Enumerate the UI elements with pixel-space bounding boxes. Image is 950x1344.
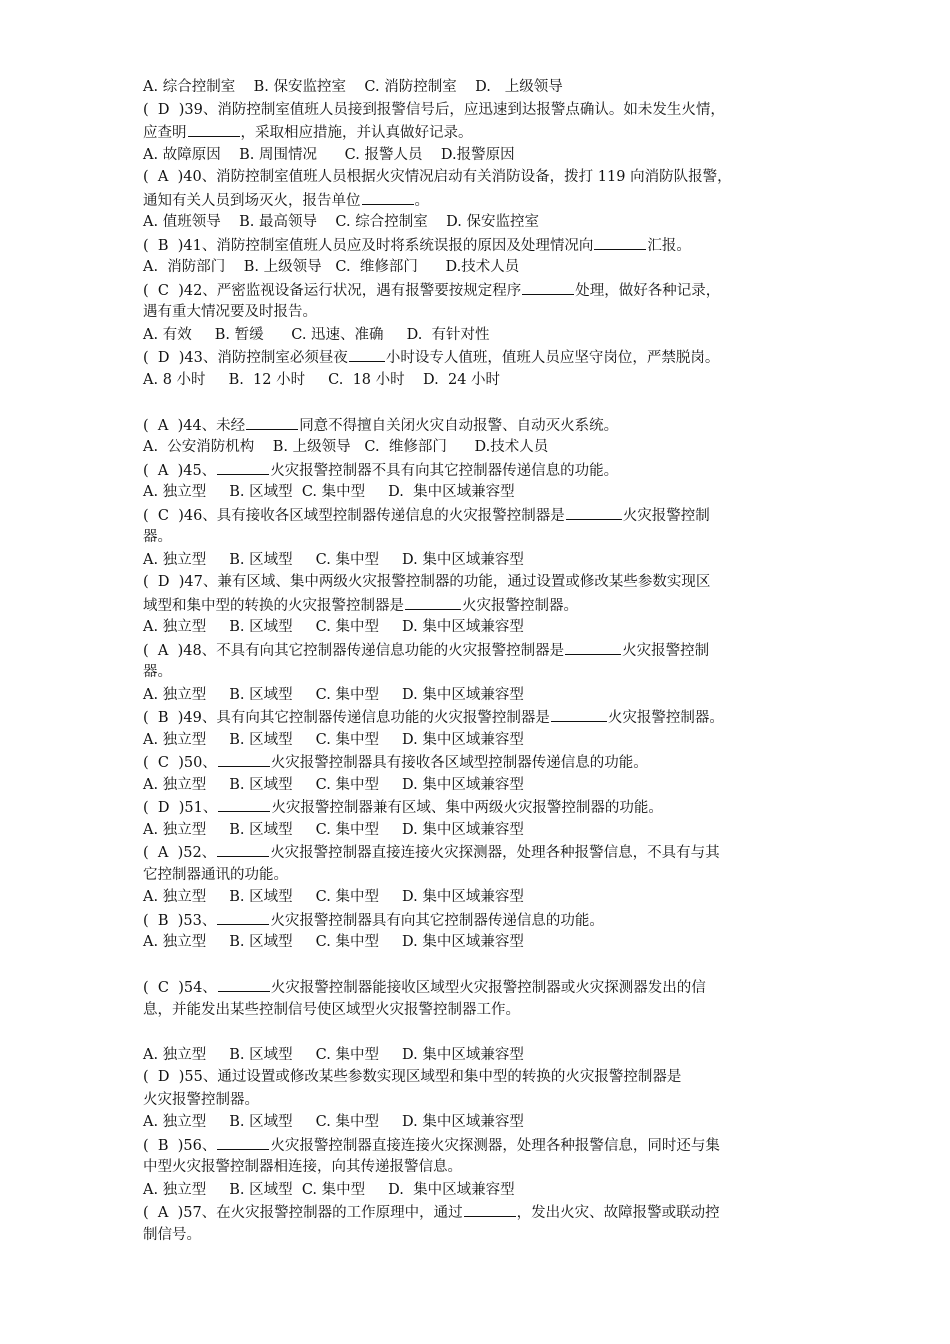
answer-blank xyxy=(551,706,607,722)
question-56-cont: 中型火灾报警控制器相连接，向其传递报警信息。 xyxy=(143,1159,462,1175)
question-48-cont: 器。 xyxy=(143,664,172,680)
option-line: A. 独立型 B. 区域型 C. 集中型 D. 集中区域兼容型 xyxy=(143,484,515,500)
option-line: A. 值班领导 B. 最高领导 C. 综合控制室 D. 保安监控室 xyxy=(143,214,539,230)
question-55-cont: 火灾报警控制器。 xyxy=(143,1091,259,1108)
question-40: ( A )40、消防控制室值班人员根据火灾情况启动有关消防设备，拨打 119 向消防队报警， xyxy=(143,169,732,185)
question-54: ( C )54、 火灾报警控制器能接收区域型火灾报警控制器或火灾探测器发出的信 xyxy=(143,976,815,999)
question-42: ( C )42、严密监视设备运行状况，遇有报警要按规定程序 处理，做好各种记录， xyxy=(143,279,815,302)
question-41: ( B )41、消防控制室值班人员应及时将系统误报的原因及处理情况向 汇报。 xyxy=(143,234,815,257)
answer-blank xyxy=(594,234,646,250)
answer-blank xyxy=(217,841,269,857)
option-line: A. 独立型 B. 区域型 C. 集中型 D. 集中区域兼容型 xyxy=(143,1046,524,1063)
question-53: ( B )53、 火灾报警控制器具有向其它控制器传递信息的功能。 xyxy=(143,909,815,932)
option-line: A. 综合控制室 B. 保安监控室 C. 消防控制室 D. 上级领导 xyxy=(143,79,563,95)
answer-blank xyxy=(218,976,270,992)
question-52-cont: 它控制器通讯的功能。 xyxy=(143,866,288,883)
answer-blank xyxy=(217,909,269,925)
option-line: A. 独立型 B. 区域型 C. 集中型 D. 集中区域兼容型 xyxy=(143,1114,524,1130)
question-46-cont: 器。 xyxy=(143,529,172,545)
answer-blank xyxy=(405,594,461,610)
answer-blank xyxy=(362,189,414,205)
question-54-cont: 息，并能发出某些控制信号使区域型火灾报警控制器工作。 xyxy=(143,1001,520,1018)
answer-blank xyxy=(566,504,622,520)
option-line: A. 独立型 B. 区域型 C. 集中型 D. 集中区域兼容型 xyxy=(143,686,524,703)
answer-blank xyxy=(188,121,240,137)
question-40-cont: 通知有关人员到场灭火，报告单位 。 xyxy=(143,189,815,212)
question-47: ( D )47、兼有区域、集中两级火灾报警控制器的功能，通过设置或修改某些参数实现区 xyxy=(143,574,711,590)
answer-blank xyxy=(218,751,270,767)
option-line: A. 8 小时 B. 12 小时 C. 18 小时 D. 24 小时 xyxy=(143,371,501,388)
option-line: A. 公安消防机构 B. 上级领导 C. 维修部门 D.技术人员 xyxy=(143,439,549,455)
option-line: A. 有效 B. 暂缓 C. 迅速、准确 D. 有针对性 xyxy=(143,326,490,343)
answer-blank xyxy=(218,796,270,812)
question-45: ( A )45、 火灾报警控制器不具有向其它控制器传递信息的功能。 xyxy=(143,459,815,482)
option-line: A. 消防部门 B. 上级领导 C. 维修部门 D.技术人员 xyxy=(143,259,520,275)
option-line: A. 独立型 B. 区域型 C. 集中型 D. 集中区域兼容型 xyxy=(143,821,524,838)
question-51: ( D )51、 火灾报警控制器兼有区域、集中两级火灾报警控制器的功能。 xyxy=(143,796,815,819)
answer-blank xyxy=(217,459,269,475)
question-44: ( A )44、未经 同意不得擅自关闭火灾自动报警、自动灭火系统。 xyxy=(143,414,815,437)
option-line: A. 独立型 B. 区域型 C. 集中型 D. 集中区域兼容型 xyxy=(143,731,524,748)
question-list xyxy=(143,76,815,1246)
option-line: A. 独立型 B. 区域型 C. 集中型 D. 集中区域兼容型 xyxy=(143,889,524,905)
answer-blank xyxy=(217,1134,269,1150)
spacer xyxy=(143,954,815,977)
spacer xyxy=(143,1021,815,1044)
question-50: ( C )50、 火灾报警控制器具有接收各区域型控制器传递信息的功能。 xyxy=(143,751,815,774)
option-line: A. 独立型 B. 区域型 C. 集中型 D. 集中区域兼容型 xyxy=(143,776,524,793)
question-57: ( A )57、在火灾报警控制器的工作原理中，通过 ，发出火灾、故障报警或联动控 xyxy=(143,1201,815,1224)
question-56: ( B )56、 火灾报警控制器直接连接火灾探测器，处理各种报警信息，同时还与集 xyxy=(143,1134,815,1157)
question-49: ( B )49、具有向其它控制器传递信息功能的火灾报警控制器是 火灾报警控制器。 xyxy=(143,706,815,729)
spacer xyxy=(143,391,815,414)
option-line: A. 故障原因 B. 周围情况 C. 报警人员 D.报警原因 xyxy=(143,146,515,163)
question-43: ( D )43、消防控制室必须昼夜 小时设专人值班，值班人员应坚守岗位，严禁脱岗。 xyxy=(143,346,815,369)
answer-blank xyxy=(565,639,621,655)
option-line: A. 独立型 B. 区域型 C. 集中型 D. 集中区域兼容型 xyxy=(143,551,524,568)
question-52: ( A )52、 火灾报警控制器直接连接火灾探测器，处理各种报警信息，不具有与其 xyxy=(143,841,815,864)
answer-blank xyxy=(522,279,574,295)
option-line: A. 独立型 B. 区域型 C. 集中型 D. 集中区域兼容型 xyxy=(143,934,524,950)
question-48: ( A )48、不具有向其它控制器传递信息功能的火灾报警控制器是 火灾报警控制 xyxy=(143,639,815,662)
option-line: A. 独立型 B. 区域型 C. 集中型 D. 集中区域兼容型 xyxy=(143,1181,515,1198)
question-39-cont: 应查明 ，采取相应措施，并认真做好记录。 xyxy=(143,121,815,144)
question-39: ( D )39、消防控制室值班人员接到报警信号后，应迅速到达报警点确认。如未发生火情， xyxy=(143,101,725,118)
answer-blank xyxy=(246,414,298,430)
question-57-cont: 制信号。 xyxy=(143,1226,201,1243)
answer-blank xyxy=(349,346,385,362)
question-55: ( D )55、通过设置或修改某些参数实现区域型和集中型的转换的火灾报警控制器是 xyxy=(143,1069,682,1085)
question-47-cont: 域型和集中型的转换的火灾报警控制器是 火灾报警控制器。 xyxy=(143,594,815,617)
option-line: A. 独立型 B. 区域型 C. 集中型 D. 集中区域兼容型 xyxy=(143,619,524,635)
question-42-cont: 遇有重大情况要及时报告。 xyxy=(143,304,317,320)
answer-blank xyxy=(464,1201,516,1217)
question-46: ( C )46、具有接收各区域型控制器传递信息的火灾报警控制器是 火灾报警控制 xyxy=(143,504,815,527)
